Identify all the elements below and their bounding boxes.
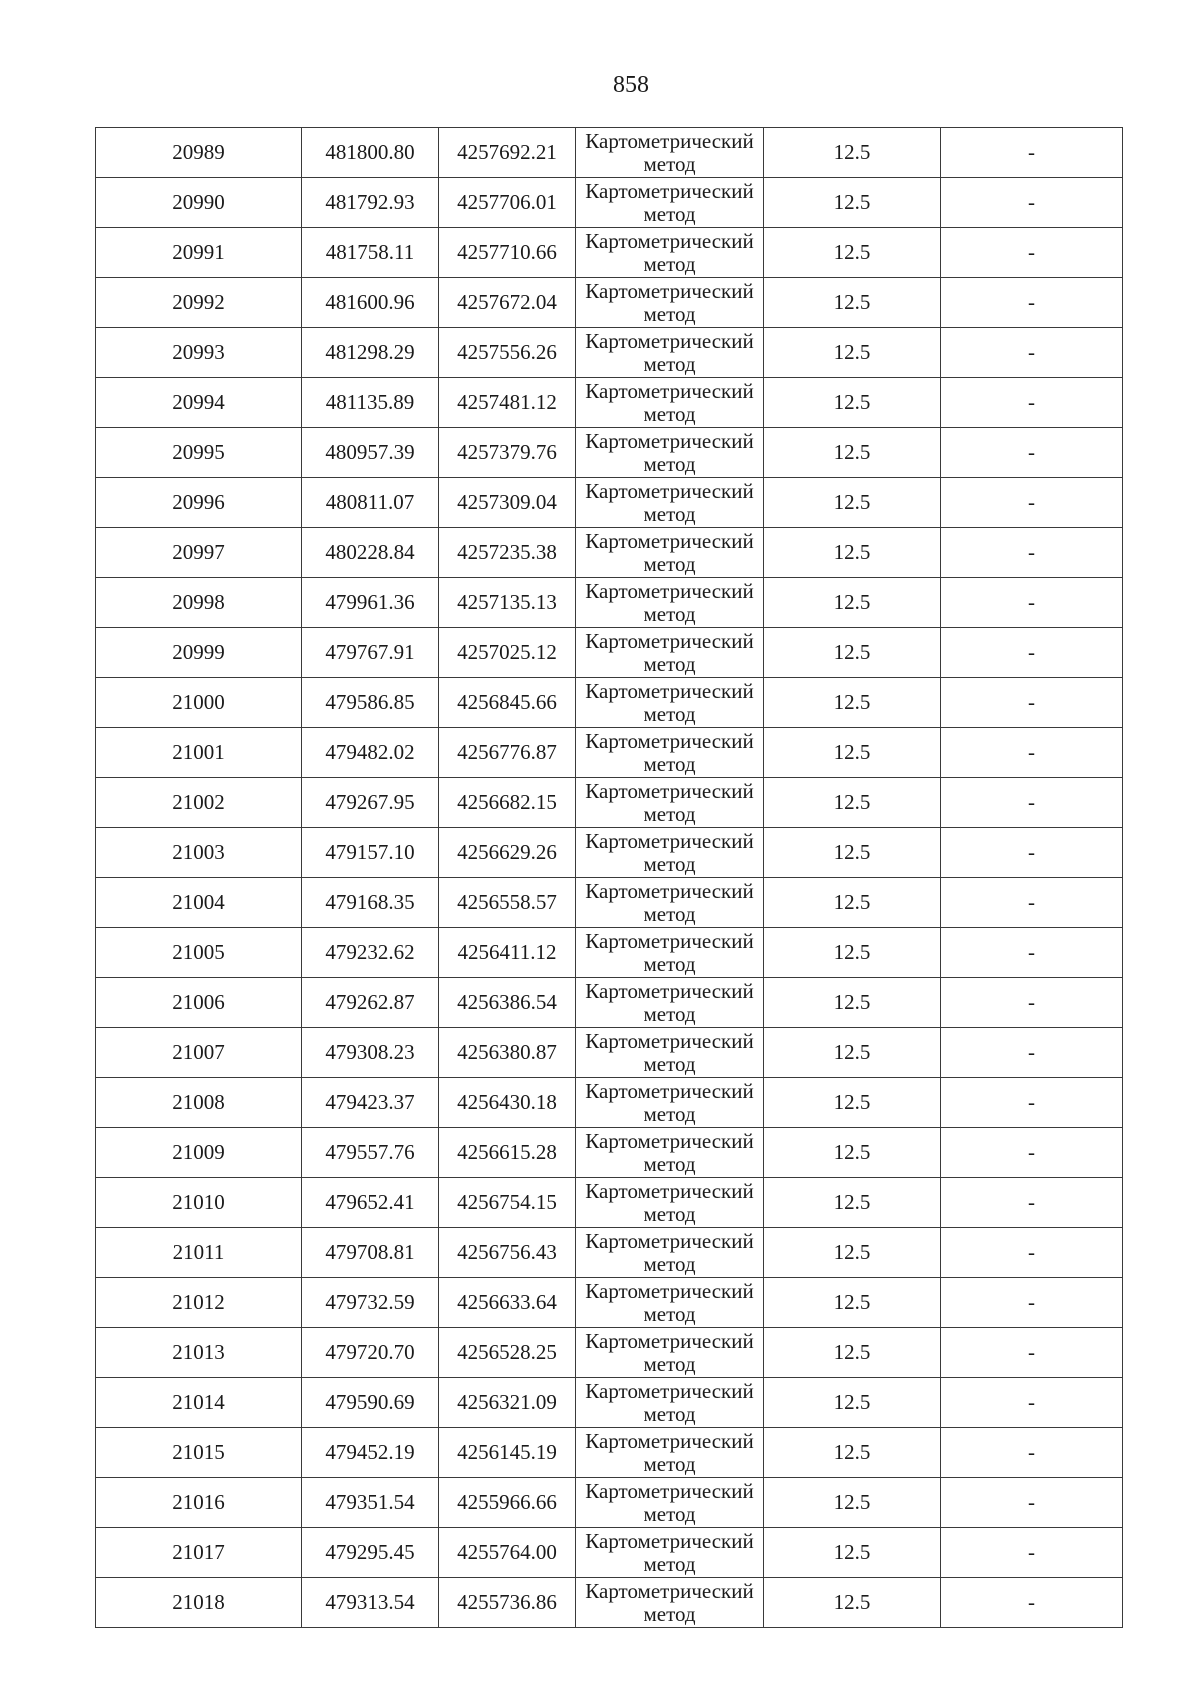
method-cell: [576, 178, 764, 228]
method-text-line2: метод: [643, 1601, 696, 1626]
method-cell: [576, 828, 764, 878]
method-text-line2: метод: [643, 351, 696, 376]
method-text-line2: метод: [643, 1501, 696, 1526]
method-cell: [576, 1428, 764, 1478]
method-text-line1: Картометрический: [585, 1278, 754, 1303]
table-row: [96, 228, 1123, 278]
x-coordinate-cell: 480228.84: [302, 528, 439, 578]
point-number-cell: 21018: [96, 1578, 302, 1628]
y-coordinate-cell: 4257710.66: [439, 228, 576, 278]
method-text-line1: Картометрический: [585, 678, 754, 703]
method-cell: [576, 1378, 764, 1428]
accuracy-cell: 12.5: [764, 1328, 941, 1378]
x-coordinate-cell: 481800.80: [302, 128, 439, 178]
method-text-line1: Картометрический: [585, 1228, 754, 1253]
table-row: [96, 578, 1123, 628]
note-cell: -: [941, 1228, 1123, 1278]
point-number-cell: 21016: [96, 1478, 302, 1528]
accuracy-cell: 12.5: [764, 178, 941, 228]
y-coordinate-cell: 4256321.09: [439, 1378, 576, 1428]
accuracy-cell: 12.5: [764, 878, 941, 928]
point-number-cell: 21004: [96, 878, 302, 928]
point-number-cell: 20998: [96, 578, 302, 628]
method-text-line2: метод: [643, 1301, 696, 1326]
y-coordinate-cell: 4256633.64: [439, 1278, 576, 1328]
x-coordinate-cell: 479557.76: [302, 1128, 439, 1178]
accuracy-cell: 12.5: [764, 678, 941, 728]
table-row: [96, 878, 1123, 928]
point-number-cell: 21000: [96, 678, 302, 728]
table-row: [96, 328, 1123, 378]
method-text-line2: метод: [643, 251, 696, 276]
point-number-cell: 20989: [96, 128, 302, 178]
y-coordinate-cell: 4255764.00: [439, 1528, 576, 1578]
method-text-line1: Картометрический: [585, 1128, 754, 1153]
method-cell: [576, 128, 764, 178]
note-cell: -: [941, 1128, 1123, 1178]
note-cell: -: [941, 728, 1123, 778]
accuracy-cell: 12.5: [764, 728, 941, 778]
method-text-line1: Картометрический: [585, 1428, 754, 1453]
y-coordinate-cell: 4256776.87: [439, 728, 576, 778]
y-coordinate-cell: 4255736.86: [439, 1578, 576, 1628]
method-text-line2: метод: [643, 201, 696, 226]
note-cell: -: [941, 628, 1123, 678]
note-cell: -: [941, 1528, 1123, 1578]
method-cell: [576, 528, 764, 578]
note-cell: -: [941, 1278, 1123, 1328]
page-number: 858: [613, 72, 649, 98]
accuracy-cell: 12.5: [764, 428, 941, 478]
x-coordinate-cell: 479157.10: [302, 828, 439, 878]
accuracy-cell: 12.5: [764, 978, 941, 1028]
method-cell: [576, 278, 764, 328]
note-cell: -: [941, 528, 1123, 578]
table-row: [96, 428, 1123, 478]
method-text-line2: метод: [643, 301, 696, 326]
note-cell: -: [941, 1328, 1123, 1378]
note-cell: -: [941, 1178, 1123, 1228]
method-cell: [576, 1028, 764, 1078]
y-coordinate-cell: 4257025.12: [439, 628, 576, 678]
coordinates-table-body: [96, 128, 1123, 1628]
x-coordinate-cell: 479267.95: [302, 778, 439, 828]
method-text-line2: метод: [643, 1001, 696, 1026]
method-text-line1: Картометрический: [585, 428, 754, 453]
point-number-cell: 21008: [96, 1078, 302, 1128]
point-number-cell: 21007: [96, 1028, 302, 1078]
x-coordinate-cell: 479732.59: [302, 1278, 439, 1328]
x-coordinate-cell: 479720.70: [302, 1328, 439, 1378]
x-coordinate-cell: 479482.02: [302, 728, 439, 778]
point-number-cell: 20992: [96, 278, 302, 328]
table-row: [96, 628, 1123, 678]
point-number-cell: 21011: [96, 1228, 302, 1278]
method-text-line2: метод: [643, 1151, 696, 1176]
x-coordinate-cell: 479590.69: [302, 1378, 439, 1428]
y-coordinate-cell: 4256754.15: [439, 1178, 576, 1228]
point-number-cell: 21002: [96, 778, 302, 828]
y-coordinate-cell: 4257706.01: [439, 178, 576, 228]
method-text-line1: Картометрический: [585, 828, 754, 853]
accuracy-cell: 12.5: [764, 478, 941, 528]
table-row: [96, 378, 1123, 428]
note-cell: -: [941, 1578, 1123, 1628]
note-cell: -: [941, 1478, 1123, 1528]
accuracy-cell: 12.5: [764, 528, 941, 578]
y-coordinate-cell: 4256615.28: [439, 1128, 576, 1178]
method-cell: [576, 878, 764, 928]
note-cell: -: [941, 228, 1123, 278]
table-row: [96, 978, 1123, 1028]
method-text-line2: метод: [643, 801, 696, 826]
method-text-line2: метод: [643, 1451, 696, 1476]
method-text-line1: Картометрический: [585, 1478, 754, 1503]
method-text-line1: Картометрический: [585, 228, 754, 253]
x-coordinate-cell: 479961.36: [302, 578, 439, 628]
accuracy-cell: 12.5: [764, 128, 941, 178]
note-cell: -: [941, 978, 1123, 1028]
method-text-line1: Картометрический: [585, 378, 754, 403]
method-text-line2: метод: [643, 1201, 696, 1226]
method-text-line1: Картометрический: [585, 978, 754, 1003]
table-row: [96, 1278, 1123, 1328]
table-row: [96, 178, 1123, 228]
x-coordinate-cell: 481135.89: [302, 378, 439, 428]
accuracy-cell: 12.5: [764, 578, 941, 628]
table-row: [96, 678, 1123, 728]
table-row: [96, 1178, 1123, 1228]
x-coordinate-cell: 479308.23: [302, 1028, 439, 1078]
y-coordinate-cell: 4257309.04: [439, 478, 576, 528]
y-coordinate-cell: 4256145.19: [439, 1428, 576, 1478]
point-number-cell: 20999: [96, 628, 302, 678]
method-text-line2: метод: [643, 151, 696, 176]
x-coordinate-cell: 479767.91: [302, 628, 439, 678]
x-coordinate-cell: 479652.41: [302, 1178, 439, 1228]
method-cell: [576, 1478, 764, 1528]
method-text-line2: метод: [643, 401, 696, 426]
accuracy-cell: 12.5: [764, 1278, 941, 1328]
table-row: [96, 1578, 1123, 1628]
note-cell: -: [941, 178, 1123, 228]
method-text-line2: метод: [643, 651, 696, 676]
method-cell: [576, 628, 764, 678]
table-row: [96, 1378, 1123, 1428]
method-text-line1: Картометрический: [585, 628, 754, 653]
method-text-line2: метод: [643, 901, 696, 926]
accuracy-cell: 12.5: [764, 928, 941, 978]
method-text-line1: Картометрический: [585, 178, 754, 203]
point-number-cell: 21001: [96, 728, 302, 778]
method-cell: [576, 1528, 764, 1578]
table-row: [96, 1428, 1123, 1478]
method-text-line1: Картометрический: [585, 1528, 754, 1553]
method-text-line2: метод: [643, 751, 696, 776]
note-cell: -: [941, 778, 1123, 828]
method-cell: [576, 378, 764, 428]
method-cell: [576, 678, 764, 728]
note-cell: -: [941, 1428, 1123, 1478]
note-cell: -: [941, 128, 1123, 178]
point-number-cell: 21006: [96, 978, 302, 1028]
method-text-line1: Картометрический: [585, 878, 754, 903]
table-row: [96, 1478, 1123, 1528]
table-row: [96, 778, 1123, 828]
method-text-line2: метод: [643, 701, 696, 726]
accuracy-cell: 12.5: [764, 1528, 941, 1578]
accuracy-cell: 12.5: [764, 1378, 941, 1428]
method-cell: [576, 578, 764, 628]
method-text-line1: Картометрический: [585, 1378, 754, 1403]
table-row: [96, 478, 1123, 528]
accuracy-cell: 12.5: [764, 1128, 941, 1178]
note-cell: -: [941, 428, 1123, 478]
point-number-cell: 21010: [96, 1178, 302, 1228]
note-cell: -: [941, 878, 1123, 928]
accuracy-cell: 12.5: [764, 828, 941, 878]
method-cell: [576, 428, 764, 478]
method-text-line2: метод: [643, 1351, 696, 1376]
note-cell: -: [941, 578, 1123, 628]
method-cell: [576, 1278, 764, 1328]
method-text-line2: метод: [643, 601, 696, 626]
point-number-cell: 20991: [96, 228, 302, 278]
method-text-line1: Картометрический: [585, 128, 754, 153]
accuracy-cell: 12.5: [764, 1028, 941, 1078]
note-cell: -: [941, 1078, 1123, 1128]
point-number-cell: 21014: [96, 1378, 302, 1428]
note-cell: -: [941, 828, 1123, 878]
accuracy-cell: 12.5: [764, 1578, 941, 1628]
method-text-line2: метод: [643, 951, 696, 976]
method-cell: [576, 728, 764, 778]
method-text-line1: Картометрический: [585, 778, 754, 803]
x-coordinate-cell: 479708.81: [302, 1228, 439, 1278]
method-cell: [576, 1328, 764, 1378]
y-coordinate-cell: 4256558.57: [439, 878, 576, 928]
x-coordinate-cell: 480811.07: [302, 478, 439, 528]
accuracy-cell: 12.5: [764, 378, 941, 428]
method-cell: [576, 1228, 764, 1278]
y-coordinate-cell: 4256380.87: [439, 1028, 576, 1078]
note-cell: -: [941, 678, 1123, 728]
accuracy-cell: 12.5: [764, 1478, 941, 1528]
method-text-line2: метод: [643, 1051, 696, 1076]
y-coordinate-cell: 4257135.13: [439, 578, 576, 628]
x-coordinate-cell: 481758.11: [302, 228, 439, 278]
accuracy-cell: 12.5: [764, 1178, 941, 1228]
y-coordinate-cell: 4256629.26: [439, 828, 576, 878]
x-coordinate-cell: 481298.29: [302, 328, 439, 378]
y-coordinate-cell: 4256386.54: [439, 978, 576, 1028]
method-cell: [576, 1178, 764, 1228]
method-text-line1: Картометрический: [585, 328, 754, 353]
accuracy-cell: 12.5: [764, 328, 941, 378]
table-row: [96, 128, 1123, 178]
method-text-line2: метод: [643, 1101, 696, 1126]
method-text-line2: метод: [643, 1401, 696, 1426]
method-cell: [576, 1578, 764, 1628]
point-number-cell: 20996: [96, 478, 302, 528]
point-number-cell: 20995: [96, 428, 302, 478]
method-text-line1: Картометрический: [585, 928, 754, 953]
accuracy-cell: 12.5: [764, 628, 941, 678]
y-coordinate-cell: 4256411.12: [439, 928, 576, 978]
accuracy-cell: 12.5: [764, 1228, 941, 1278]
point-number-cell: 21013: [96, 1328, 302, 1378]
note-cell: -: [941, 928, 1123, 978]
accuracy-cell: 12.5: [764, 228, 941, 278]
method-text-line2: метод: [643, 1551, 696, 1576]
method-text-line1: Картометрический: [585, 1178, 754, 1203]
method-text-line1: Картометрический: [585, 278, 754, 303]
point-number-cell: 20994: [96, 378, 302, 428]
note-cell: -: [941, 478, 1123, 528]
accuracy-cell: 12.5: [764, 278, 941, 328]
method-cell: [576, 978, 764, 1028]
x-coordinate-cell: 479313.54: [302, 1578, 439, 1628]
table-row: [96, 1328, 1123, 1378]
method-text-line1: Картометрический: [585, 1078, 754, 1103]
y-coordinate-cell: 4256756.43: [439, 1228, 576, 1278]
y-coordinate-cell: 4256528.25: [439, 1328, 576, 1378]
table-row: [96, 828, 1123, 878]
y-coordinate-cell: 4255966.66: [439, 1478, 576, 1528]
x-coordinate-cell: 479232.62: [302, 928, 439, 978]
note-cell: -: [941, 1378, 1123, 1428]
x-coordinate-cell: 479262.87: [302, 978, 439, 1028]
accuracy-cell: 12.5: [764, 1428, 941, 1478]
x-coordinate-cell: 479586.85: [302, 678, 439, 728]
method-text-line2: метод: [643, 451, 696, 476]
point-number-cell: 21012: [96, 1278, 302, 1328]
y-coordinate-cell: 4257556.26: [439, 328, 576, 378]
method-cell: [576, 328, 764, 378]
point-number-cell: 20993: [96, 328, 302, 378]
note-cell: -: [941, 278, 1123, 328]
x-coordinate-cell: 479168.35: [302, 878, 439, 928]
point-number-cell: 21009: [96, 1128, 302, 1178]
method-text-line1: Картометрический: [585, 728, 754, 753]
table-row: [96, 928, 1123, 978]
method-cell: [576, 1078, 764, 1128]
method-text-line1: Картометрический: [585, 478, 754, 503]
note-cell: -: [941, 378, 1123, 428]
point-number-cell: 21015: [96, 1428, 302, 1478]
y-coordinate-cell: 4256430.18: [439, 1078, 576, 1128]
point-number-cell: 21003: [96, 828, 302, 878]
y-coordinate-cell: 4256845.66: [439, 678, 576, 728]
method-cell: [576, 228, 764, 278]
method-cell: [576, 778, 764, 828]
x-coordinate-cell: 481600.96: [302, 278, 439, 328]
y-coordinate-cell: 4257379.76: [439, 428, 576, 478]
method-text-line1: Картометрический: [585, 1028, 754, 1053]
method-text-line1: Картометрический: [585, 1578, 754, 1603]
x-coordinate-cell: 479452.19: [302, 1428, 439, 1478]
x-coordinate-cell: 479295.45: [302, 1528, 439, 1578]
point-number-cell: 21005: [96, 928, 302, 978]
note-cell: -: [941, 328, 1123, 378]
table-row: [96, 528, 1123, 578]
y-coordinate-cell: 4256682.15: [439, 778, 576, 828]
table-row: [96, 1078, 1123, 1128]
method-text-line1: Картометрический: [585, 1328, 754, 1353]
y-coordinate-cell: 4257235.38: [439, 528, 576, 578]
method-text-line2: метод: [643, 551, 696, 576]
x-coordinate-cell: 479423.37: [302, 1078, 439, 1128]
y-coordinate-cell: 4257481.12: [439, 378, 576, 428]
table-row: [96, 728, 1123, 778]
accuracy-cell: 12.5: [764, 778, 941, 828]
point-number-cell: 21017: [96, 1528, 302, 1578]
note-cell: -: [941, 1028, 1123, 1078]
table-row: [96, 1128, 1123, 1178]
method-text-line2: метод: [643, 501, 696, 526]
method-cell: [576, 478, 764, 528]
y-coordinate-cell: 4257672.04: [439, 278, 576, 328]
table-row: [96, 1228, 1123, 1278]
point-number-cell: 20990: [96, 178, 302, 228]
x-coordinate-cell: 480957.39: [302, 428, 439, 478]
method-text-line2: метод: [643, 851, 696, 876]
table-row: [96, 1528, 1123, 1578]
table-row: [96, 278, 1123, 328]
accuracy-cell: 12.5: [764, 1078, 941, 1128]
method-cell: [576, 1128, 764, 1178]
x-coordinate-cell: 481792.93: [302, 178, 439, 228]
coordinates-table: [95, 127, 1123, 1628]
method-text-line1: Картометрический: [585, 578, 754, 603]
method-text-line1: Картометрический: [585, 528, 754, 553]
x-coordinate-cell: 479351.54: [302, 1478, 439, 1528]
method-cell: [576, 928, 764, 978]
y-coordinate-cell: 4257692.21: [439, 128, 576, 178]
method-text-line2: метод: [643, 1251, 696, 1276]
point-number-cell: 20997: [96, 528, 302, 578]
table-row: [96, 1028, 1123, 1078]
